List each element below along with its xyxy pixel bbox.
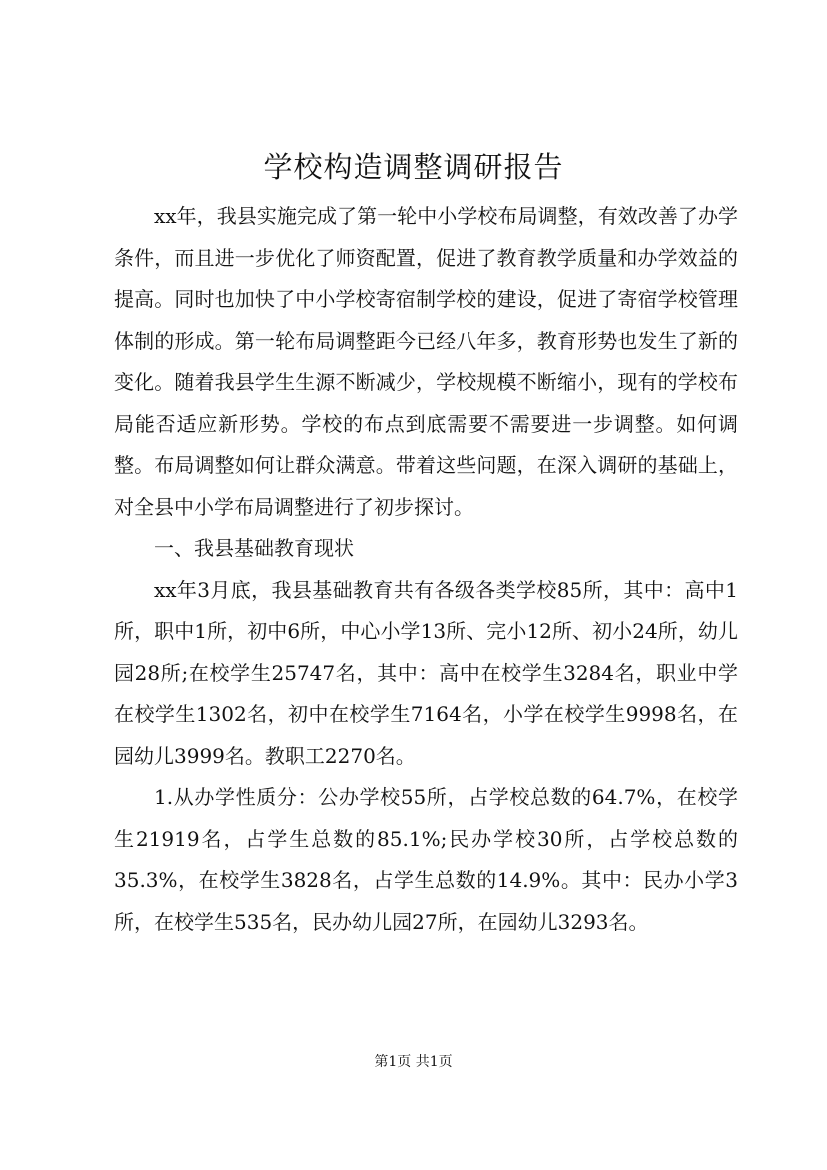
ownership-paragraph: 1.从办学性质分：公办学校55所，占学校总数的64.7%，在校学生21919名，占学生总数的85.1%;民办学校30所，占学校总数的35.3%，在校学生3828名，占学生总数的14.9%。其中：民办小学3所，在校学生535名，民办幼儿园27所，在园幼儿3293名。 <box>114 785 738 934</box>
page-footer: 第1页 共1页 <box>374 1054 453 1070</box>
document-body <box>114 196 738 943</box>
intro-paragraph: xx年，我县实施完成了第一轮中小学校布局调整，有效改善了办学条件，而且进一步优化了师资配置，促进了教育教学质量和办学效益的提高。同时也加快了中小学校寄宿制学校的建设，促进了寄宿学校管理体制的形成。第一轮布局调整距今已经八年多，教育形势也发生了新的变化。随着我县学生生源不断减少，学校规模不断缩小，现有的学校布局能否适应新形势。学校的布点到底需要不需要进一步调整。如何调整。布局调整如何让群众满意。带着这些问题，在深入调研的基础上，对全县中小学布局调整进行了初步探讨。 <box>114 204 738 519</box>
section-heading: 一、我县基础教育现状 <box>154 536 354 560</box>
document-title: 学校构造调整调研报告 <box>263 150 564 184</box>
statistics-paragraph: xx年3月底，我县基础教育共有各级各类学校85所，其中：高中1所，职中1所，初中6所，中心小学13所、完小12所、初小24所，幼儿园28所;在校学生25747名，其中：高中在校学生3284名，职业中学在校学生1302名，初中在校学生7164名，小学在校学生9998名，在园幼儿3999名。教职工2270名。 <box>114 577 738 768</box>
